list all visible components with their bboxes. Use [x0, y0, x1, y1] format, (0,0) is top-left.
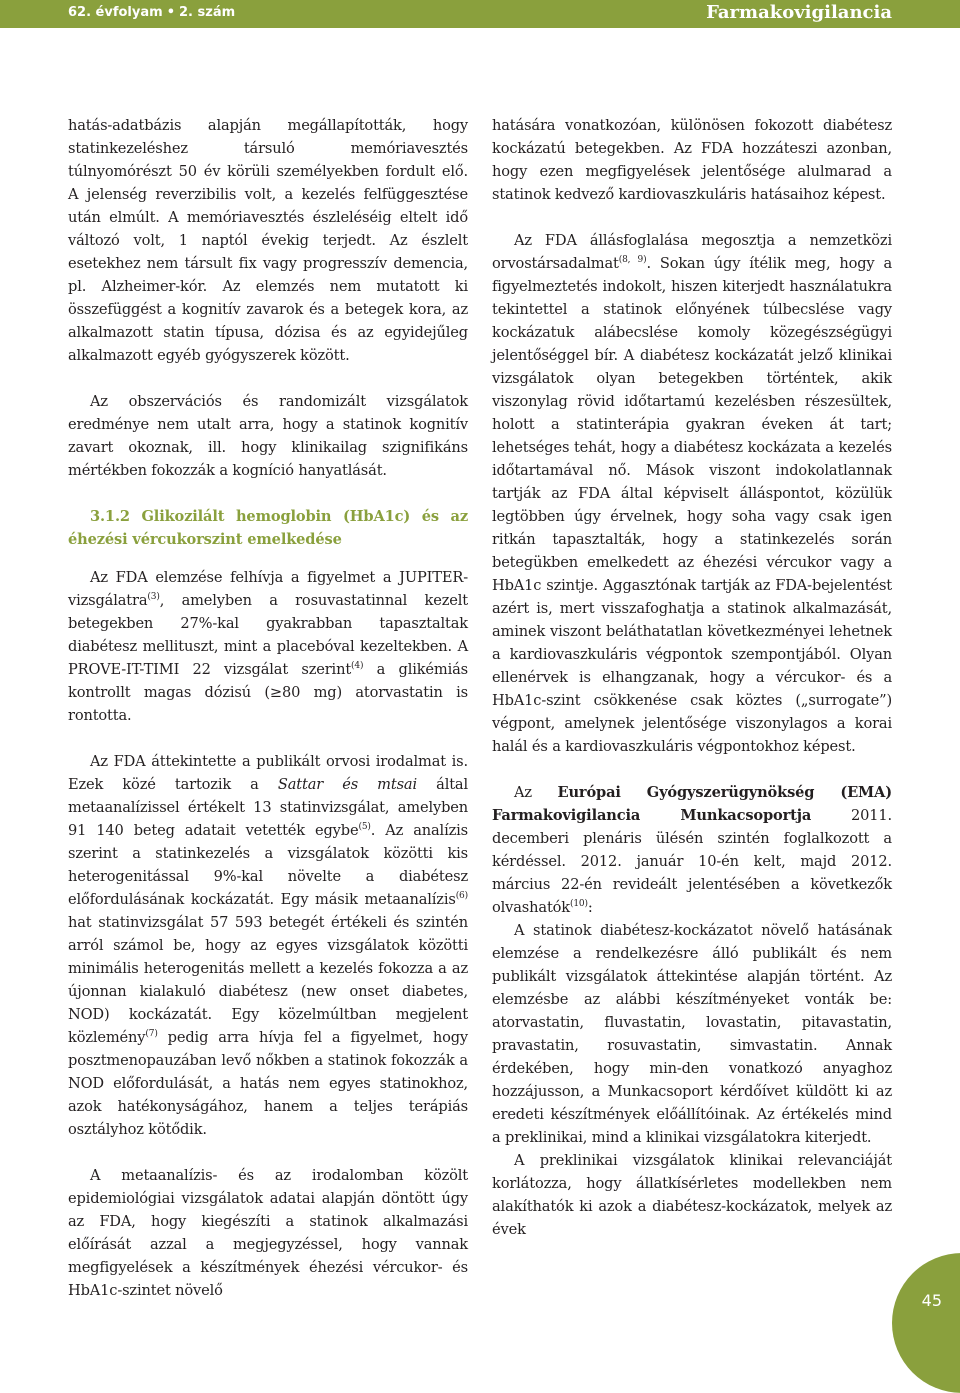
page-corner-badge: [892, 1253, 960, 1393]
page-header: [0, 0, 960, 28]
paragraph: hatására vonatkozóan, különösen fokozott diabétesz kockázatú betegekben. Az FDA hozzáteszi azonban, hogy ezen megfigyelések jelentősége alulmarad a statinok kedvező kardiovaszkuláris hatásaihoz képest.: [492, 117, 892, 203]
reference-mark: (6): [455, 890, 468, 901]
paragraph: Az FDA állásfoglalása megosztja a nemzetközi orvostársadalmat$^{(8, 9)}$. Sokan úgy ítélik meg, hogy a figyelmeztetés indokolt, hiszen kiterjedt használatukra tekintettel a statinok előnyének túlbecslése vagy kockázatuk alábecslése komoly közegészségügyi jelentőséggel bír. A diabétesz kockázatát jelző klinikai vizsgálatok olyan betegekben történtek, akik viszonylag rövid időtartamú kezelésben részesültek, holott a statinterápia gyakran éveken át tart; lehetséges tehát, hogy a diabétesz kockázata a kezelés időtartamával nő. Mások viszont indokolatlannak tartják az FDA által képviselt álláspontot, közülük legtöbben úgy érvelnek, hogy soha vagy csak igen ritkán tapasztalták, hogy a statinkezelés során betegükben emelkedett az éhezési vércukor vagy a HbA1c szintje. Aggasztónak tartják az FDA-bejelentést azért is, mert visszafoghatja a statinok alkalmazását, aminek viszont beláthatatlan következményei lehetnek a kardiovaszkuláris végpontok szempontjából. Olyan ellenérvek is elhangzanak, hogy a vércukor- és a HbA1c-szint csökkenése csak köztes („surrogate”) végpont, amelynek jelentősége viszonylagos a korai halál és a kardiovaszkuláris végpontokhoz képest.: [492, 232, 893, 755]
paragraph: A metaanalízis- és az irodalomban közölt epidemiológiai vizsgálatok adatai alapján döntött úgy az FDA, hogy kiegészíti a statinok alkalmazási előírását azzal a megjegyzéssel, hogy vannak megfigyelések a készítmények éhezési vércukor- és HbA1c-szintet növelő: [68, 1166, 468, 1299]
reference-mark: (5): [358, 821, 371, 832]
section-title: Farmakovigilancia: [706, 2, 892, 23]
organization-name: Európai Gyógyszerügynökség (EMA) Farmakovigilancia Munkacsoportja: [492, 784, 892, 824]
reference-mark: (8, 9): [618, 255, 647, 266]
paragraph: Az FDA áttekintette a publikált orvosi irodalmat is. Ezek közé tartozik a Sattar és mtsai által metaanalízissel értékelt 13 statinvizsgálat, amelyben 91 140 beteg adatait vetették egybe$^{(5)}$. Az analízis szerint a statinkezelés a vizsgálatok közötti kis heterogenitással 9%-kal növelte a diabétesz előfordulásának kockázatát. Egy másik metaanalízis$^{(6)}$ hat statinvizsgálat 57 593 betegét értékeli és szintén arról számol be, hogy az egyes vizsgálatok közötti minimális heterogenitás mellett a kezelés fokozza a az újonnan kialakuló diabétesz (new onset diabetes, NOD) kockázatát. Egy közelmúltban megjelent közlemény$^{(7)}$ pedig arra hívja fel a figyelmet, hogy posztmenopauzában levő nőkben a statinok fokozzák a NOD előfordulását, a hatás nem egyes statinokhoz, azok hatékonyságához, hanem a teljes terápiás osztályhoz kötődik.: [68, 752, 468, 1138]
reference-mark: (7): [145, 1028, 158, 1039]
reference-mark: (10): [569, 899, 588, 910]
paragraph: A preklinikai vizsgálatok klinikai relevanciáját korlátozza, hogy állatkísérletes modellekben nem alakíthatók ki azok a diabétesz-kockázatok, melyek az évek: [492, 1152, 892, 1238]
paragraph: hatás-adatbázis alapján megállapították, hogy statinkezeléshez társuló memóriavesztés túlnyomórészt 50 év körüli személyekben fordult elő. A jelenség reverzibilis volt, a kezelés felfüggesztése után elmúlt. A memóriavesztés észleléséig eltelt idő változó volt, 1 naptól évekig terjedt. Az észlelt esetekhez nem társult fix vagy progresszív demencia, pl. Alzheimer-kór. Az elemzés nem mutatott ki összefüggést a kognitív zavarok és a betegek kora, az alkalmazott statin típusa, dózisa és az egyidejűleg alkalmazott egyéb gyógyszerek között.: [68, 117, 468, 364]
section-heading: 3.1.2 Glikozilált hemoglobin (HbA1c) és az éhezési vércukorszint emelkedése: [68, 508, 468, 548]
volume-label: 62. évfolyam: [68, 5, 163, 20]
paragraph: Az Európai Gyógyszerügynökség (EMA) Farmakovigilancia Munkacsoportja 2011. decemberi plenáris ülésén szintén foglalkozott a kérdéssel. 2012. január 10-én kelt, majd 2012. március 22-én revideált jelentésében a következők olvashatók$^{(10)}$:: [492, 784, 892, 916]
paragraph: Az FDA elemzése felhívja a figyelmet a JUPITER-vizsgálatra$^{(3)}$, amelyben a rosuvastatinnal kezelt betegekben 27%-kal gyakrabban tapasztaltak diabétesz mellituszt, mint a placebóval kezeltekben. A PROVE-IT-TIMI 22 vizsgálat szerint$^{(4)}$ a glikémiás kontrollt magas dózisú (≥80 mg) atorvastatin is rontotta.: [68, 568, 469, 724]
journal-issue: [68, 5, 235, 20]
right-column: [492, 114, 892, 1241]
reference-mark: (4): [351, 660, 364, 671]
reference-mark: (3): [147, 591, 160, 602]
page-number: 45: [921, 1291, 942, 1310]
left-column: [68, 114, 468, 1302]
issue-label: 2. szám: [179, 5, 236, 20]
bullet-separator: •: [166, 5, 175, 20]
paragraph: Az obszervációs és randomizált vizsgálatok eredménye nem utalt arra, hogy a statinok kognitív zavart okoznak, ill. hogy klinikailag szignifikáns mértékben fokozzák a kogníció hanyatlását.: [68, 393, 468, 479]
paragraph: A statinok diabétesz-kockázatot növelő hatásának elemzése a rendelkezésre álló publikált és nem publikált vizsgálatok áttekintése alapján történt. Az elemzésbe az alábbi készítményeket vonták be: atorvastatin, fluvastatin, lovastatin, pitavastatin, pravastatin, rosuvastatin, simvastatin. Annak érdekében, hogy min-den vonatkozó anyaghoz hozzájusson, a Munkacsoport kérdőívet küldött ki az eredeti készítmények előállítóinak. Az értékelés mind a preklinikai, mind a klinikai vizsgálatokra kiterjedt.: [492, 922, 892, 1146]
author-reference: Sattar és mtsai: [277, 775, 417, 793]
